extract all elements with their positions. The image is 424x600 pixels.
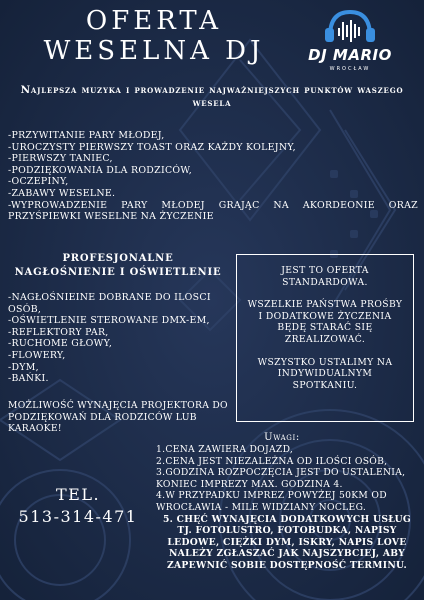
info-paragraph-1: JEST TO OFERTA STANDARDOWA.	[281, 265, 369, 288]
list-item: -DYM,	[8, 361, 39, 373]
section-heading	[8, 252, 228, 280]
list-item: -OCZEPINY,	[8, 176, 69, 188]
list-item: -UROCZYSTY PIERWSZY TOAST ORAZ KAŻDY KOLEJNY,	[8, 141, 296, 153]
logo-city: WROCŁAW	[329, 66, 371, 72]
projector-note: MOŻLIWOŚĆ WYNAJĘCIA PROJEKTORA DO PODZIĘKOWAŃ DLA RODZICÓW LUB KARAOKE!	[8, 400, 228, 435]
phone-label: TEL.	[55, 485, 101, 504]
list-item: -PIERWSZY TANIEC,	[8, 153, 113, 165]
list-item: -PODZIĘKOWANIA DLA RODZICÓW,	[8, 164, 192, 176]
program-list	[8, 130, 418, 223]
list-item: -REFLEKTORY PAR,	[8, 326, 109, 338]
contact	[8, 484, 148, 528]
list-item: 2.CENA JEST NIEZALEŻNA OD ILOŚCI OSÓB,	[156, 455, 388, 467]
section-heading-line-2: NAGŁOŚNIENIE I OŚWIETLENIE	[14, 267, 222, 278]
list-item: -OŚWIETLENIE STEROWANE DMX-EM,	[8, 315, 210, 327]
list-item: -WYPROWADZENIE PARY MŁODEJ GRAJĄC NA AKORDEONIE ORAZ PRZYŚPIEWKI WESELNE NA ŻYCZENIE	[8, 199, 418, 223]
list-item: 3.GODZINA ROZPOCZĘCIA JEST DO USTALENIA, KONIEC IMPREZY MAX. GODZINA 4.	[156, 467, 406, 490]
list-item: 5. CHĘĆ WYNAJĘCIA DODATKOWYCH USŁUG TJ. FOTOLUSTRO, FOTOBUDKA, NAPISY LEDOWE, CIĘŻKI DYM, ISKRY, NAPIS LOVE NALEŻY ZGŁASZAĆ JAK NAJSZYBCIEJ, ABY ZAPEWNIĆ SOBIE DOSTĘPNOŚĆ TERMINU.	[162, 513, 412, 571]
info-paragraph-2: WSZELKIE PAŃSTWA PROŚBY I DODATKOWE ŻYCZENIA BĘDĘ STARAĆ SIĘ ZREALIZOWAĆ.	[247, 299, 403, 345]
list-item: 4.W PRZYPADKU IMPREZ POWYŻEJ 50KM OD WROCŁAWIA - MILE WIDZIANY NOCLEG.	[156, 490, 387, 513]
title-line-2: WESELNA DJ	[43, 36, 265, 66]
list-item: -FLOWERY,	[8, 349, 66, 361]
logo-name: DJ MARIO	[308, 46, 392, 64]
info-box	[236, 254, 414, 422]
list-item: -RUCHOME GŁOWY,	[8, 338, 113, 350]
info-paragraph-3: WSZYSTKO USTALIMY NA INDYWIDUALNYM SPOTKANIU.	[257, 356, 393, 391]
dj-logo	[300, 6, 400, 76]
list-item: -ZABAWY WESELNE.	[8, 187, 116, 199]
title-line-1: OFERTA	[85, 6, 223, 36]
equipment-list	[8, 292, 228, 385]
list-item: -BAŃKI.	[8, 373, 49, 385]
list-item: -NAGŁOŚNIEINE DOBRANE DO ILOSCI OSÓB,	[8, 292, 211, 315]
list-item: 1.CENA ZAWIERA DOJAZD,	[156, 444, 294, 455]
phone-number: 513-314-471	[18, 507, 138, 526]
notes-heading: Uwagi:	[264, 432, 300, 443]
headline: Najlepsza muzyka i prowadzenie najważniejszych punktów waszego wesela	[20, 84, 404, 109]
list-item: -PRZYWITANIE PARY MŁODEJ,	[8, 130, 165, 141]
headphones-icon	[300, 6, 400, 46]
section-heading-line-1: PROFESJONALNE	[62, 253, 174, 264]
notes-list	[156, 444, 418, 572]
